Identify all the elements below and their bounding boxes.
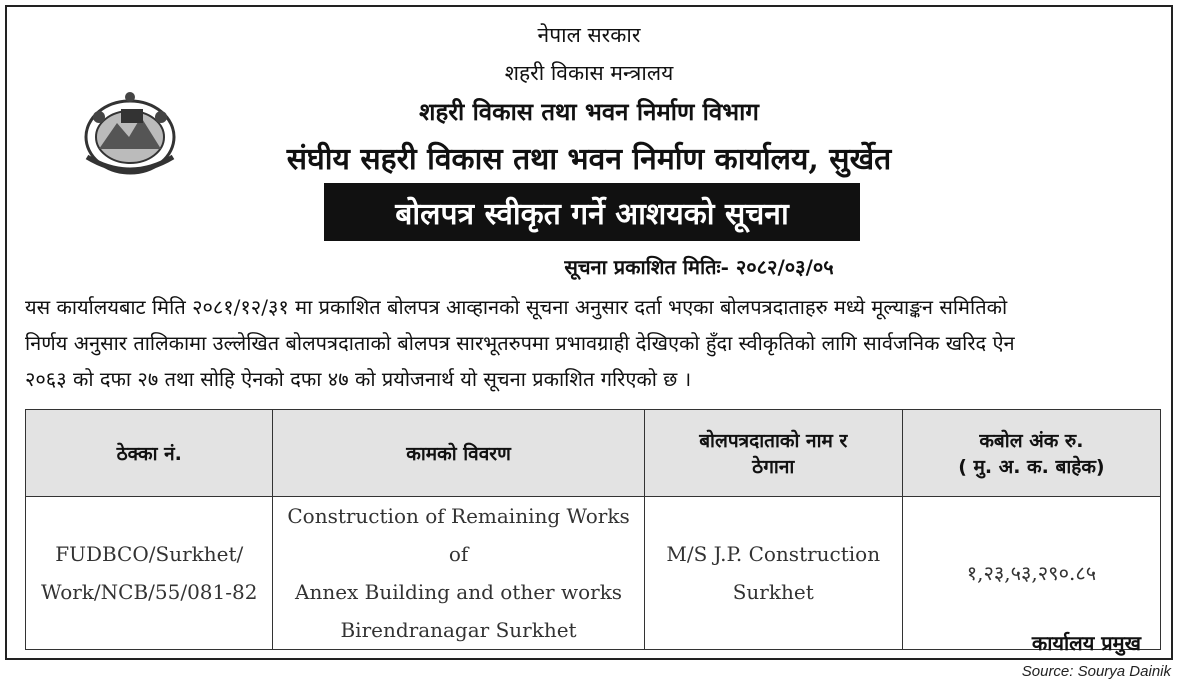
header-amount: कबोल अंक रु. ( मु. अ. क. बाहेक) <box>902 410 1160 497</box>
notice-title-box <box>324 183 860 241</box>
header-description: कामको विवरण <box>273 410 644 497</box>
table-header-row <box>26 410 1161 497</box>
source-caption: Source: Sourya Dainik <box>1021 663 1171 680</box>
cell-description: Construction of Remaining Works of Annex Building and other works Birendranagar Surkhet <box>273 497 644 650</box>
body-line: २०६३ को दफा २७ तथा सोहि ऐनको दफा ४७ को प्रयोजनार्थ यो सूचना प्रकाशित गरिएको छ । <box>25 367 692 391</box>
office-heading: संघीय सहरी विकास तथा भवन निर्माण कार्यालय, सुर्खेत <box>286 142 892 177</box>
cell-amount: १,२३,५३,२९०.८५ <box>902 497 1160 650</box>
published-date: सूचना प्रकाशित मितिः- २०८२/०३/०५ <box>564 255 834 279</box>
cell-bidder: M/S J.P. Construction Surkhet <box>644 497 902 650</box>
table-row <box>26 497 1161 650</box>
header-bidder: बोलपत्रदाताको नाम र ठेगाना <box>644 410 902 497</box>
body-line: निर्णय अनुसार तालिकामा उल्लेखित बोलपत्रदाताको बोलपत्र सारभूतरुपमा प्रभावग्राही देखिएको हुँदा स्वीकृतिको लागि सार्वजनिक खरिद ऐन <box>25 331 1015 355</box>
notice-frame <box>5 5 1173 660</box>
body-line: यस कार्यालयबाट मिति २०८१/१२/३१ मा प्रकाशित बोलपत्र आव्हानको सूचना अनुसार दर्ता भएका बोलपत्रदाताहरु मध्ये मूल्याङ्कन समितिको <box>25 295 1008 319</box>
cell-contract-no: FUDBCO/Surkhet/ Work/NCB/55/081-82 <box>26 497 273 650</box>
ministry-heading: शहरी विकास मन्त्रालय <box>504 61 674 85</box>
government-heading: नेपाल सरकार <box>537 23 641 47</box>
notice-title: बोलपत्र स्वीकृत गर्ने आशयको सूचना <box>395 196 789 232</box>
award-table <box>25 409 1161 650</box>
notice-body <box>25 289 1157 397</box>
signature-office-chief: कार्यालय प्रमुख <box>1031 631 1141 655</box>
department-heading: शहरी विकास तथा भवन निर्माण विभाग <box>419 97 759 126</box>
header-contract-no: ठेक्का नं. <box>26 410 273 497</box>
